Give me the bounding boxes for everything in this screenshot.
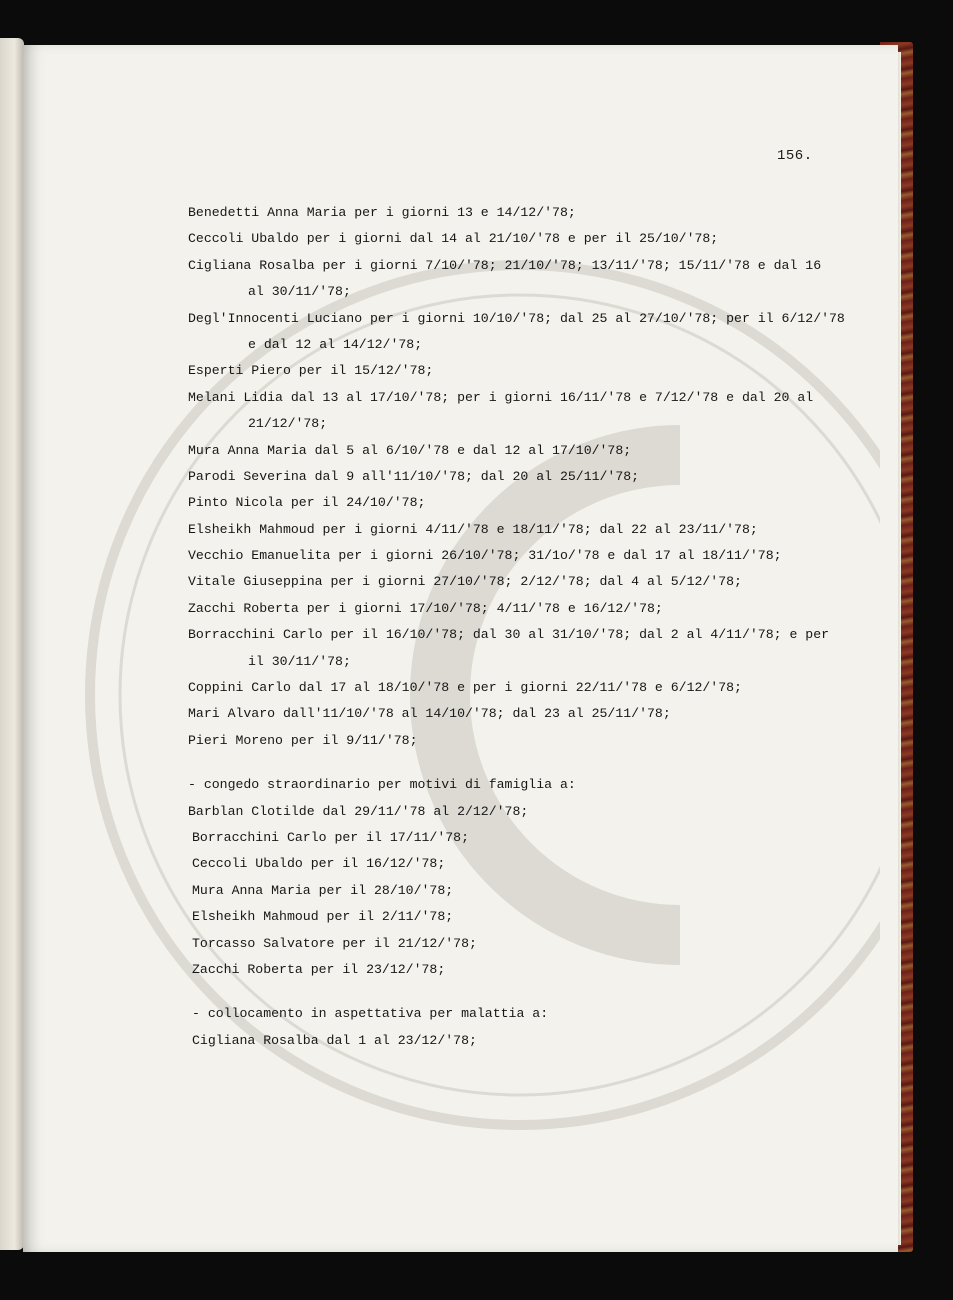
entry-line: Esperti Piero per il 15/12/'78; <box>188 363 434 379</box>
entry-line: Mari Alvaro dall'11/10/'78 al 14/10/'78; dal 23 al 25/11/'78; <box>188 706 671 722</box>
entry-line: Vitale Giuseppina per i giorni 27/10/'78; 2/12/'78; dal 4 al 5/12/'78; <box>188 574 742 590</box>
family-leave-line: Barblan Clotilde dal 29/11/'78 al 2/12/'78; <box>188 803 529 819</box>
document-body <box>188 200 845 1054</box>
section-spacer <box>188 983 828 1001</box>
entry-line: Elsheikh Mahmoud per i giorni 4/11/'78 e 18/11/'78; dal 22 al 23/11/'78; <box>188 521 758 537</box>
entry-continuation: e dal 12 al 14/12/'78; <box>248 336 423 352</box>
entry-line: Parodi Severina dal 9 all'11/10/'78; dal 20 al 25/11/'78; <box>188 468 640 484</box>
page-number: 156. <box>777 148 813 164</box>
family-leave-line: Torcasso Salvatore per il 21/12/'78; <box>192 935 477 951</box>
entry-line: Melani Lidia dal 13 al 17/10/'78; per i giorni 16/11/'78 e 7/12/'78 e dal 20 al <box>188 389 814 405</box>
entry-line: Cigliana Rosalba per i giorni 7/10/'78; 21/10/'78; 13/11/'78; 15/11/'78 e dal 16 <box>188 257 822 273</box>
entry-line: Ceccoli Ubaldo per i giorni dal 14 al 21/10/'78 e per il 25/10/'78; <box>188 231 719 247</box>
entry-continuation: 21/12/'78; <box>248 416 328 432</box>
entry-continuation: al 30/11/'78; <box>248 284 351 300</box>
entry-line: Pieri Moreno per il 9/11/'78; <box>188 732 418 748</box>
entry-line: Benedetti Anna Maria per i giorni 13 e 14/12/'78; <box>188 205 576 220</box>
entry-line: Vecchio Emanuelita per i giorni 26/10/'78; 31/1o/'78 e dal 17 al 18/11/'78; <box>188 548 782 564</box>
family-leave-line: Mura Anna Maria per il 28/10/'78; <box>192 882 454 898</box>
entry-line: Pinto Nicola per il 24/10/'78; <box>188 495 426 511</box>
section-spacer <box>188 754 828 772</box>
entry-line: Zacchi Roberta per i giorni 17/10/'78; 4/11/'78 e 16/12/'78; <box>188 600 663 616</box>
entry-continuation: il 30/11/'78; <box>248 653 351 669</box>
entry-line: Coppini Carlo dal 17 al 18/10/'78 e per i giorni 22/11/'78 e 6/12/'78; <box>188 680 742 696</box>
family-leave-line: Zacchi Roberta per il 23/12/'78; <box>192 961 446 977</box>
section-heading-family-leave: - congedo straordinario per motivi di famiglia a: <box>188 777 576 793</box>
section-heading-sick-leave: - collocamento in aspettativa per malattia a: <box>192 1006 549 1022</box>
family-leave-line: Ceccoli Ubaldo per il 16/12/'78; <box>192 856 446 872</box>
entry-line: Degl'Innocenti Luciano per i giorni 10/10/'78; dal 25 al 27/10/'78; per il 6/12/'78 <box>188 310 845 326</box>
sick-leave-line: Cigliana Rosalba dal 1 al 23/12/'78; <box>192 1032 477 1048</box>
facing-page-edge <box>0 38 24 1250</box>
entry-line: Mura Anna Maria dal 5 al 6/10/'78 e dal 12 al 17/10/'78; <box>188 442 632 458</box>
family-leave-line: Borracchini Carlo per il 17/11/'78; <box>192 829 469 845</box>
family-leave-line: Elsheikh Mahmoud per il 2/11/'78; <box>192 909 454 925</box>
entry-line: Borracchini Carlo per il 16/10/'78; dal 30 al 31/10/'78; dal 2 al 4/11/'78; e per <box>188 627 830 643</box>
